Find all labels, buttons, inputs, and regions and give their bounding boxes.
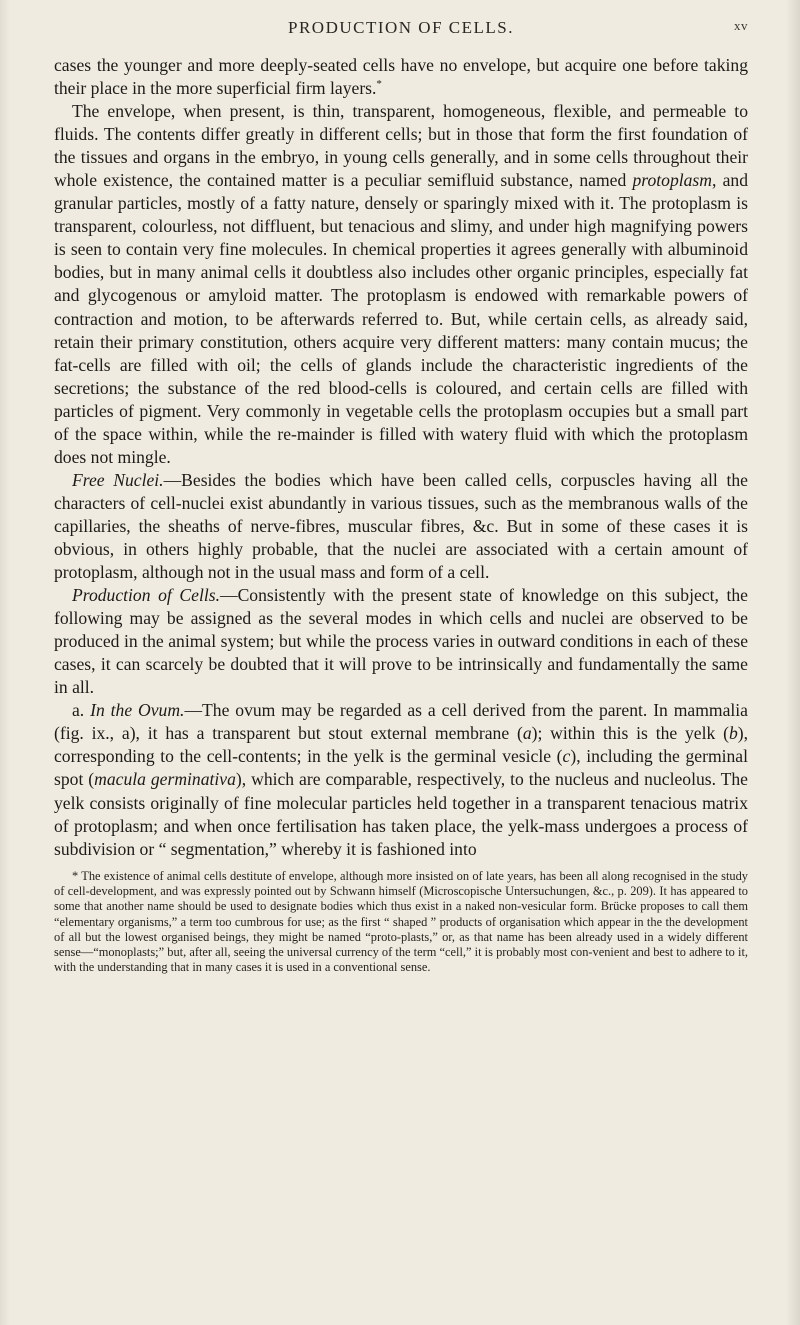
page-number: xv [734,18,748,33]
item-label: a. [72,700,85,721]
term-protoplasm: protoplasm [632,170,712,191]
footnote-text: The existence of animal cells destitute of envelope, although more insisted on of late years, has been all along recognised in the study of cell-development, and was expressly pointed out by Schwann himself (Microscopische Untersuchungen, &c., p. 209). It has appeared to some that another name should be used to designate bodies which thus exist in a naked non-vesicular form. Brücke proposes to call them “elementary organisms,” a term too cumbrous for use; as the first “ shaped ” products of organisation which appear in the the development of all but the lowest organised beings, they might be named “proto-plasts,” or, as that name has been already used in a widely different sense—“monoplasts;” but, after all, seeing the universal currency of the term “cell,” it is probably most con-venient and best to adhere to it, with the understanding that in many cases it is used in a conventional sense. [54,868,748,975]
paragraph-free-nuclei [54,469,748,584]
footnote-marker: * [376,78,382,91]
paragraph-text: ), corresponding to the cell-contents; in the yelk is the germinal vesicle ( [54,723,749,767]
reference-letter: c [562,746,571,767]
page-header [54,16,748,54]
paragraph-production-of-cells [54,584,748,699]
term-macula-germinativa: macula germinativa [94,769,236,790]
body-text [54,54,748,861]
running-head: PRODUCTION OF CELLS. [288,18,514,37]
reference-letter: b [728,723,738,744]
paragraph-text: —Besides the bodies which have been called cells, corpuscles having all the characters of cell-nuclei exist abundantly in various tissues, such as the membranous walls of the capillaries, the sheaths of nerve-fibres, muscular fibres, &c. But in some of these cases it is obvious, in others highly probable, that the nuclei are associated with a certain amount of protoplasm, although not in the usual mass and form of a cell. [54,469,748,583]
paragraph-text: —The ovum may be regarded as a cell derived from the parent. In mammalia (fig. ix., a), it has a transparent but stout external membrane ( [54,700,748,744]
paragraph-continuation [54,54,748,100]
footnote-paragraph [54,869,748,976]
sidehead-in-the-ovum: In the Ovum. [90,700,185,721]
sidehead-free-nuclei: Free Nuclei. [72,469,164,490]
sidehead-production-of-cells: Production of Cells. [72,585,220,606]
paragraph-text: , and granular particles, mostly of a fatty nature, densely or sparingly mixed with it. The protoplasm is transparent, colourless, not diffluent, but tenacious and slimy, and under high magnifying powers is seen to contain very fine molecules. In chemical properties it agrees generally with albuminoid bodies, but in many animal cells it doubtless also includes other organic principles, especially fat and glycogenous or amyloid matter. The protoplasm is endowed with remarkable powers of contraction and motion, to be afterwards referred to. But, while certain cells, as already said, retain their primary constitution, others acquire very different matters: many contain mucus; the fat-cells are filled with oil; the cells of glands include the characteristic ingredients of the secretions; the substance of the red blood-cells is coloured, and certain cells are filled with particles of pigment. Very commonly in vegetable cells the protoplasm occupies but a small part of the space within, while the re-mainder is filled with watery fluid with which the protoplasm does not mingle. [54,170,749,467]
paragraph-envelope [54,100,748,469]
paragraph-text: ), including the germinal spot ( [54,746,749,790]
footnote [54,869,748,976]
paragraph-text: ), which are comparable, respectively, to the nucleus and nucleolus. The yelk consists originally of fine molecular particles held together in a transparent tenacious matrix of protoplasm; and when once fertilisation has taken place, the yelk-mass undergoes a process of subdivision or “ segmentation,” whereby it is fashioned into [54,769,748,859]
paragraph-text: The envelope, when present, is thin, transparent, homogeneous, flexible, and permeable to fluids. The contents differ greatly in different cells; but in those that form the first foundation of the tissues and organs in the embryo, in young cells generally, and in some cells throughout their whole existence, the contained matter is a peculiar semifluid substance, named [54,101,748,191]
gutter-shadow [0,0,10,1325]
footnote-marker: * [72,868,79,883]
paragraph-text: ); within this is the yelk ( [531,723,729,744]
page-edge-shadow [786,0,800,1325]
paragraph-text: cases the younger and more deeply-seated cells have no envelope, but acquire one before taking their place in the more superficial firm layers. [54,55,748,99]
reference-letter: a [522,723,532,744]
paragraph-text: —Consistently with the present state of knowledge on this subject, the following may be assigned as the several modes in which cells and nuclei are observed to be produced in the animal system; but while the process varies in outward conditions in each of these cases, it can scarcely be doubted that it will prove to be intrinsically and fundamentally the same in all. [54,585,748,698]
paragraph-in-the-ovum [54,699,748,860]
